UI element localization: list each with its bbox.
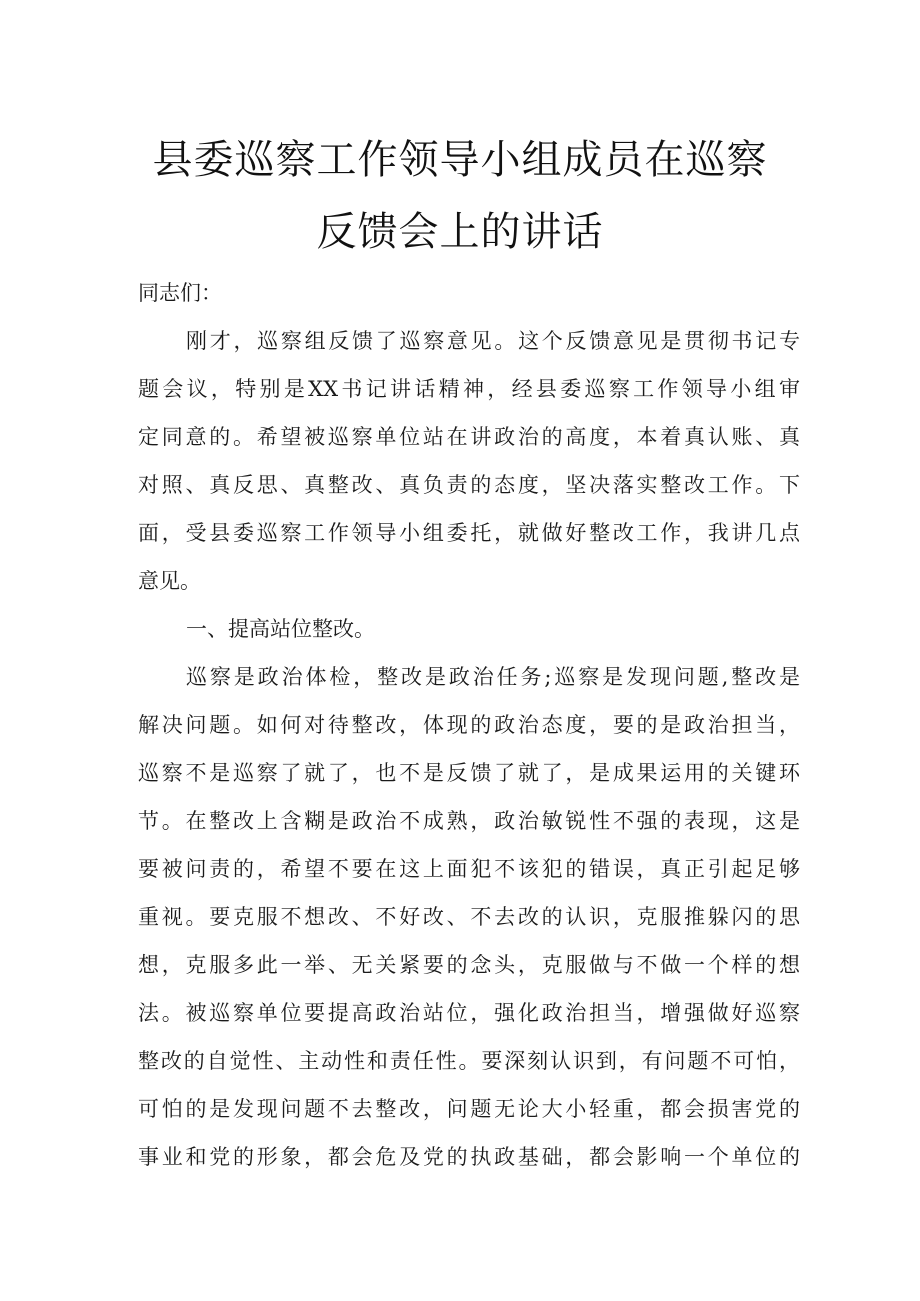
- paragraph-2-line: 要被问责的，希望不要在这上面犯不该犯的错误，真正引起足够: [138, 857, 800, 881]
- paragraph-1-line: 题会议，特别是XX书记讲话精神，经县委巡察工作领导小组审: [138, 377, 800, 401]
- section-1-heading: 一、提高站位整改。: [186, 617, 375, 641]
- paragraph-1-line: 面，受县委巡察工作领导小组委托，就做好整改工作，我讲几点: [138, 521, 800, 545]
- paragraph-2-line: 事业和党的形象，都会危及党的执政基础，都会影响一个单位的: [138, 1145, 800, 1169]
- paragraph-1-line: 意见。: [138, 569, 201, 593]
- paragraph-2-line: 巡察不是巡察了就了，也不是反馈了就了，是成果运用的关键环: [138, 761, 800, 785]
- paragraph-2-line: 可怕的是发现问题不去整改，问题无论大小轻重，都会损害党的: [138, 1097, 800, 1121]
- paragraph-2-line: 解决问题。如何对待整改，体现的政治态度，要的是政治担当，: [138, 713, 800, 737]
- document-title-line-2: 反馈会上的讲话: [316, 209, 604, 255]
- paragraph-1-line: 对照、真反思、真整改、真负责的态度，坚决落实整改工作。下: [138, 473, 800, 497]
- document-title-line-1: 县委巡察工作领导小组成员在巡察: [152, 137, 768, 183]
- paragraph-2-line: 重视。要克服不想改、不好改、不去改的认识，克服推躲闪的思: [138, 905, 800, 929]
- paragraph-1-line: 定同意的。希望被巡察单位站在讲政治的高度，本着真认账、真: [138, 425, 800, 449]
- paragraph-2-line: 法。被巡察单位要提高政治站位，强化政治担当，增强做好巡察: [138, 1001, 800, 1025]
- paragraph-2-line: 整改的自觉性、主动性和责任性。要深刻认识到，有问题不可怕，: [138, 1049, 800, 1073]
- paragraph-1-line: 刚才，巡察组反馈了巡察意见。这个反馈意见是贯彻书记专: [186, 329, 800, 353]
- paragraph-2-line: 想，克服多此一举、无关紧要的念头，克服做与不做一个样的想: [138, 953, 800, 977]
- paragraph-2-line: 巡察是政治体检，整改是政治任务;巡察是发现问题,整改是: [186, 665, 800, 689]
- paragraph-2-line: 节。在整改上含糊是政治不成熟，政治敏锐性不强的表现，这是: [138, 809, 800, 833]
- salutation: 同志们：: [138, 281, 222, 305]
